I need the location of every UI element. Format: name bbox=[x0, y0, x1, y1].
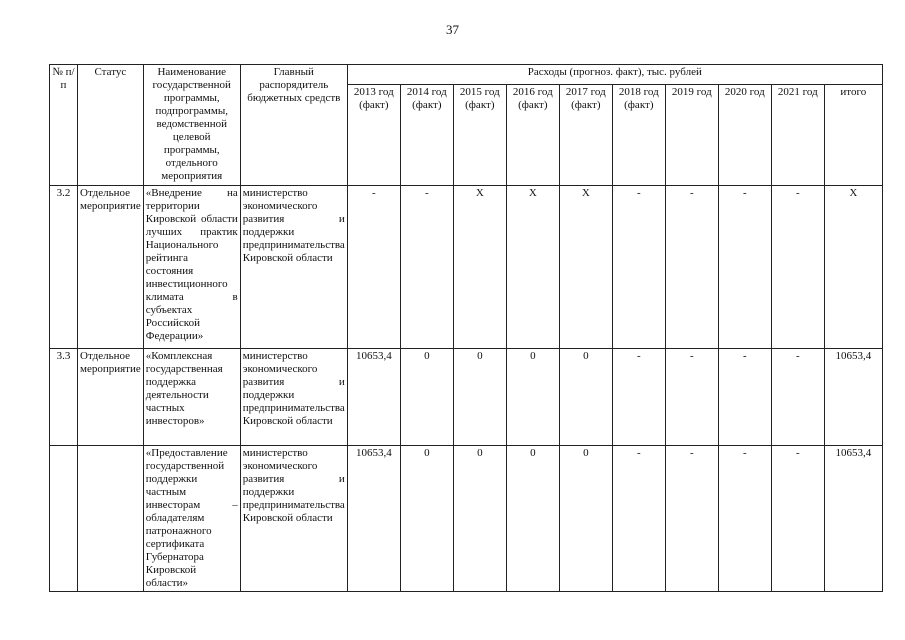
row-total: 10653,4 bbox=[824, 349, 882, 446]
row-num: 3.3 bbox=[50, 349, 78, 446]
header-admin: Главный распорядитель бюджетных средств bbox=[240, 65, 347, 186]
row-admin: министерство экономического развития и поддержки предпринимательства Кировской области bbox=[240, 186, 347, 349]
row-value: X bbox=[559, 186, 612, 349]
row-value: 0 bbox=[453, 446, 506, 592]
year-2014: 2014 год (факт) bbox=[400, 85, 453, 186]
row-admin: министерство экономического развития и поддержки предпринимательства Кировской области bbox=[240, 446, 347, 592]
header-status: Статус bbox=[78, 65, 144, 186]
row-value: 10653,4 bbox=[347, 446, 400, 592]
header-expenses: Расходы (прогноз. факт), тыс. рублей bbox=[347, 65, 882, 85]
table-header-row bbox=[50, 65, 883, 85]
row-value: 0 bbox=[400, 349, 453, 446]
row-value: - bbox=[612, 446, 665, 592]
row-value: - bbox=[347, 186, 400, 349]
row-value: - bbox=[665, 349, 718, 446]
row-value: - bbox=[400, 186, 453, 349]
row-value: - bbox=[718, 446, 771, 592]
row-value: - bbox=[718, 349, 771, 446]
row-value: - bbox=[612, 186, 665, 349]
row-num bbox=[50, 446, 78, 592]
row-name: «Внедрение на территории Кировской области лучших практик Национального рейтинга состояния инвестиционного климата в субъектах Российской Федерации» bbox=[143, 186, 240, 349]
row-total: 10653,4 bbox=[824, 446, 882, 592]
row-name: «Предоставление государственной поддержки частным инвесторам – обладателям патронажного сертификата Губернатора Кировской области» bbox=[143, 446, 240, 592]
header-name: Наименование государственной программы, подпрограммы, ведомственной целевой программы, отдельного мероприятия bbox=[143, 65, 240, 186]
year-2017: 2017 год (факт) bbox=[559, 85, 612, 186]
row-value: 0 bbox=[506, 446, 559, 592]
row-status: Отдельное мероприятие bbox=[78, 349, 144, 446]
row-value: - bbox=[665, 446, 718, 592]
row-value: - bbox=[771, 446, 824, 592]
table-row bbox=[50, 349, 883, 446]
row-value: - bbox=[718, 186, 771, 349]
page-number: 37 bbox=[446, 22, 459, 37]
row-name: «Комплексная государственная поддержка деятельности частных инвесторов» bbox=[143, 349, 240, 446]
year-2021: 2021 год bbox=[771, 85, 824, 186]
year-total: итого bbox=[824, 85, 882, 186]
year-2019: 2019 год bbox=[665, 85, 718, 186]
table-row bbox=[50, 446, 883, 592]
row-value: X bbox=[506, 186, 559, 349]
year-2015: 2015 год (факт) bbox=[453, 85, 506, 186]
year-2020: 2020 год bbox=[718, 85, 771, 186]
year-2016: 2016 год (факт) bbox=[506, 85, 559, 186]
row-value: 10653,4 bbox=[347, 349, 400, 446]
row-total: X bbox=[824, 186, 882, 349]
row-status bbox=[78, 446, 144, 592]
budget-table bbox=[49, 64, 883, 592]
row-value: X bbox=[453, 186, 506, 349]
row-value: 0 bbox=[400, 446, 453, 592]
row-value: - bbox=[612, 349, 665, 446]
table-row bbox=[50, 186, 883, 349]
row-value: 0 bbox=[559, 446, 612, 592]
row-admin: министерство экономического развития и поддержки предпринимательства Кировской области bbox=[240, 349, 347, 446]
row-num: 3.2 bbox=[50, 186, 78, 349]
header-num: № п/п bbox=[50, 65, 78, 186]
row-status: Отдельное мероприятие bbox=[78, 186, 144, 349]
year-2013: 2013 год (факт) bbox=[347, 85, 400, 186]
row-value: - bbox=[771, 349, 824, 446]
row-value: 0 bbox=[453, 349, 506, 446]
row-value: 0 bbox=[559, 349, 612, 446]
row-value: - bbox=[771, 186, 824, 349]
row-value: - bbox=[665, 186, 718, 349]
year-2018: 2018 год (факт) bbox=[612, 85, 665, 186]
row-value: 0 bbox=[506, 349, 559, 446]
